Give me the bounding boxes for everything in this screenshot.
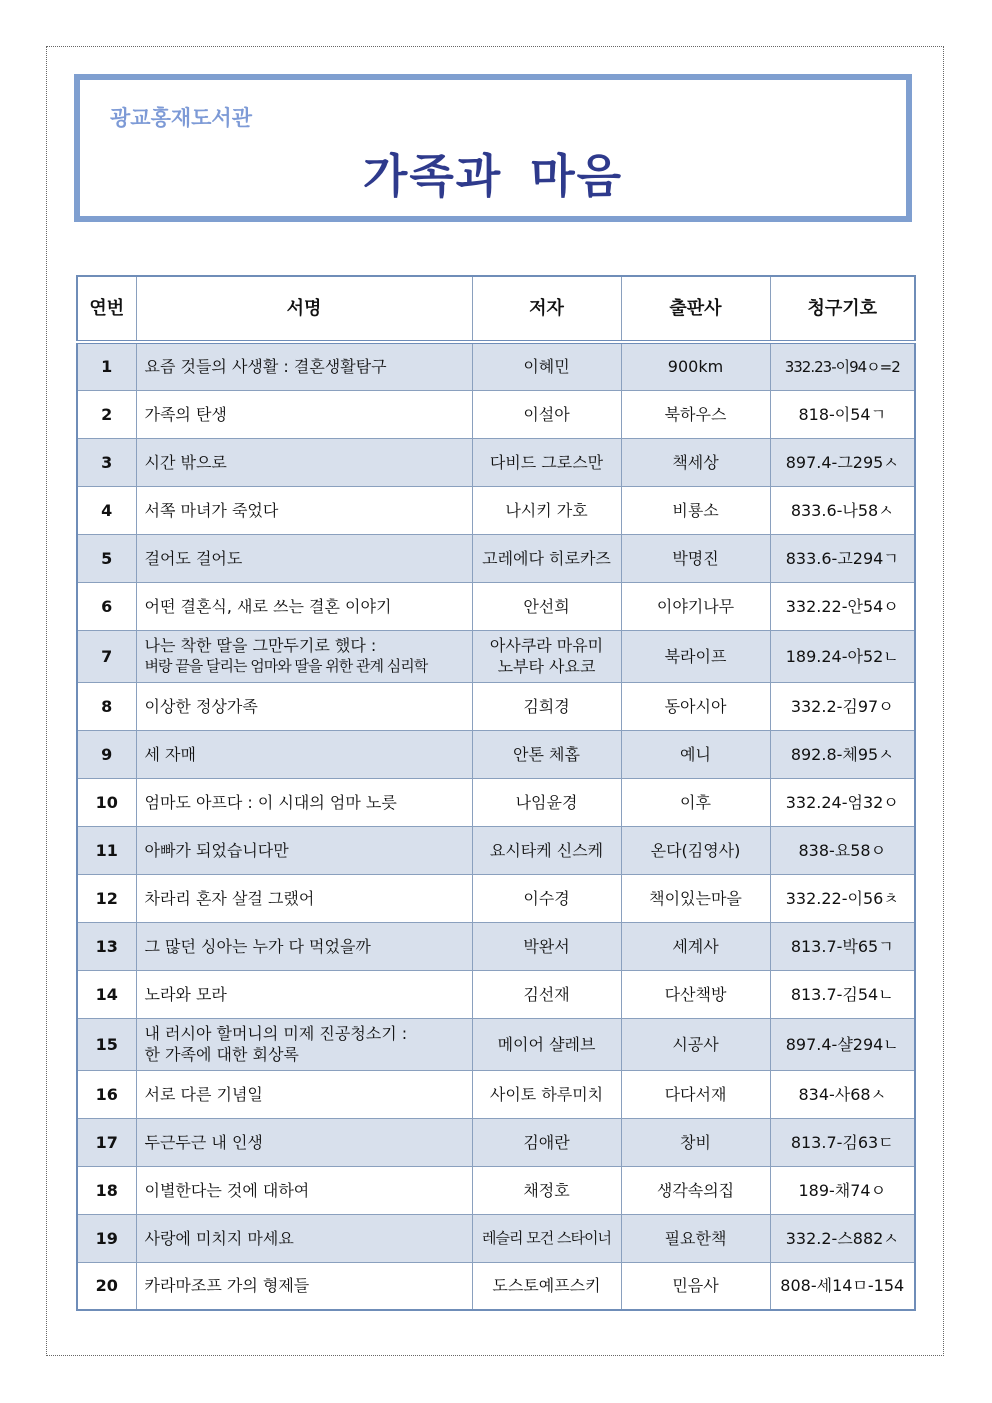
page-title: 가족과 마음: [362, 149, 624, 203]
cell-call-number: [770, 1118, 915, 1166]
cell-publisher-text: 이후: [680, 792, 711, 812]
cell-publisher-text: 이야기나무: [656, 596, 735, 616]
cell-call-number-text: 332.24-엄32ㅇ: [785, 792, 899, 812]
cell-title: [136, 1214, 472, 1262]
cell-call-number: [770, 534, 915, 582]
cell-call-number: [770, 874, 915, 922]
cell-title: [136, 970, 472, 1018]
cell-title: [136, 630, 472, 682]
cell-title: [136, 582, 472, 630]
cell-publisher-text: 박명진: [672, 548, 719, 568]
cell-title: [136, 682, 472, 730]
cell-no: [77, 1118, 136, 1166]
cell-call-number: [770, 778, 915, 826]
table-row: [77, 582, 915, 630]
cell-author-text: 박완서: [523, 936, 570, 956]
cell-call-number-text: 897.4-샬294ㄴ: [785, 1034, 899, 1054]
table-row: [77, 1262, 915, 1310]
table-row: [77, 1166, 915, 1214]
cell-call-number: [770, 1070, 915, 1118]
cell-title-text: 요즘 것들의 사생활 : 결혼생활탐구: [144, 357, 387, 377]
cell-author-text: 노부타 사요코: [497, 657, 596, 676]
cell-author: [472, 778, 621, 826]
cell-call-number-text: 332.23-이94ㅇ=2: [784, 357, 900, 376]
cell-publisher-text: 온다(김영사): [650, 840, 741, 860]
cell-author: [472, 1214, 621, 1262]
cell-no: [77, 486, 136, 534]
cell-title: [136, 390, 472, 438]
cell-call-number: [770, 970, 915, 1018]
cell-author: [472, 970, 621, 1018]
cell-publisher: [621, 826, 770, 874]
cell-publisher: [621, 1118, 770, 1166]
cell-publisher: [621, 778, 770, 826]
cell-author-text: 요시타케 신스케: [489, 840, 604, 860]
cell-no: [77, 778, 136, 826]
cell-title-text: 사랑에 미치지 마세요: [144, 1228, 294, 1248]
cell-publisher-text: 민음사: [672, 1276, 719, 1296]
cell-call-number-text: 813.7-박65ㄱ: [790, 936, 894, 956]
cell-no: [77, 534, 136, 582]
cell-author: [472, 826, 621, 874]
cell-author: [472, 390, 621, 438]
table-row: [77, 534, 915, 582]
cell-title-text: 엄마도 아프다 : 이 시대의 엄마 노릇: [144, 792, 397, 812]
cell-author-text: 김희경: [523, 696, 570, 716]
cell-author-text: 김애란: [523, 1132, 570, 1152]
cell-title-text: 나는 착한 딸을 그만두기로 했다 :: [144, 636, 377, 655]
cell-publisher-text: 창비: [680, 1132, 711, 1152]
cell-no: [77, 342, 136, 390]
cell-call-number: [770, 390, 915, 438]
cell-title: [136, 1070, 472, 1118]
cell-no-text: 15: [95, 1034, 118, 1054]
cell-title: [136, 922, 472, 970]
cell-no: [77, 1166, 136, 1214]
cell-publisher: [621, 534, 770, 582]
cell-publisher-text: 세계사: [672, 936, 719, 956]
cell-author-text: 이혜민: [523, 357, 570, 377]
cell-no: [77, 1214, 136, 1262]
cell-no: [77, 826, 136, 874]
cell-title-text: 걸어도 걸어도: [144, 548, 243, 568]
cell-author-text: 다비드 그로스만: [489, 452, 604, 472]
column-header-title: 서명: [136, 276, 472, 342]
cell-title: [136, 1166, 472, 1214]
cell-no-text: 4: [101, 500, 113, 520]
cell-title-text: 차라리 혼자 살걸 그랬어: [144, 888, 315, 908]
cell-call-number: [770, 730, 915, 778]
cell-no-text: 9: [101, 744, 113, 764]
cell-no-text: 6: [101, 596, 113, 616]
cell-call-number-text: 332.2-스882ㅅ: [785, 1228, 899, 1248]
table-row: [77, 486, 915, 534]
cell-publisher: [621, 1018, 770, 1070]
cell-title-text: 한 가족에 대한 회상록: [144, 1045, 299, 1064]
cell-call-number: [770, 438, 915, 486]
cell-call-number-text: 838-요58ㅇ: [798, 840, 887, 860]
cell-title-text: 이상한 정상가족: [144, 696, 258, 716]
cell-publisher: [621, 438, 770, 486]
cell-no: [77, 1262, 136, 1310]
cell-call-number-text: 808-세14ㅁ-154: [780, 1276, 905, 1296]
cell-author: [472, 682, 621, 730]
cell-no-text: 10: [95, 792, 118, 812]
cell-call-number: [770, 1166, 915, 1214]
cell-publisher: [621, 1070, 770, 1118]
cell-author-text: 레슬리 모건 스타이너: [482, 1229, 611, 1247]
table-row: [77, 342, 915, 390]
cell-call-number: [770, 682, 915, 730]
column-header-call-number: 청구기호: [770, 276, 915, 342]
cell-publisher-text: 책세상: [672, 452, 719, 472]
cell-no-text: 20: [95, 1276, 118, 1296]
cell-title-text: 서쪽 마녀가 죽었다: [144, 500, 279, 520]
cell-call-number-text: 834-사68ㅅ: [798, 1084, 887, 1104]
cell-author: [472, 486, 621, 534]
cell-author: [472, 1262, 621, 1310]
cell-title-text: 이별한다는 것에 대하여: [144, 1180, 310, 1200]
cell-call-number: [770, 582, 915, 630]
cell-call-number: [770, 922, 915, 970]
cell-author: [472, 1070, 621, 1118]
cell-title-text: 그 많던 싱아는 누가 다 먹었을까: [144, 936, 371, 956]
cell-title-text: 아빠가 되었습니다만: [144, 840, 289, 860]
cell-publisher-text: 예니: [680, 744, 711, 764]
cell-title-text: 시간 밖으로: [144, 452, 227, 472]
cell-no-text: 18: [95, 1180, 118, 1200]
cell-author-text: 안톤 체홉: [513, 744, 580, 764]
cell-author: [472, 1118, 621, 1166]
cell-no-text: 2: [101, 404, 113, 424]
cell-call-number-text: 813.7-김63ㄷ: [790, 1132, 894, 1152]
cell-title: [136, 730, 472, 778]
cell-title: [136, 534, 472, 582]
cell-author-text: 안선희: [523, 596, 570, 616]
cell-no: [77, 390, 136, 438]
cell-author: [472, 630, 621, 682]
library-name: 광교홍재도서관: [110, 106, 253, 130]
cell-author: [472, 1166, 621, 1214]
cell-no: [77, 682, 136, 730]
cell-title: [136, 1262, 472, 1310]
cell-title-text: 두근두근 내 인생: [144, 1132, 263, 1152]
cell-call-number-text: 833.6-고294ㄱ: [785, 548, 899, 568]
cell-call-number: [770, 1018, 915, 1070]
cell-call-number-text: 818-이54ㄱ: [798, 404, 887, 424]
cell-title: [136, 1018, 472, 1070]
cell-author-text: 아사쿠라 마유미: [489, 636, 604, 655]
cell-no-text: 13: [95, 936, 118, 956]
table-row: [77, 874, 915, 922]
cell-author: [472, 874, 621, 922]
cell-publisher-text: 900km: [667, 357, 724, 377]
table-row: [77, 1118, 915, 1166]
cell-call-number: [770, 630, 915, 682]
cell-call-number: [770, 826, 915, 874]
cell-no-text: 17: [95, 1132, 118, 1152]
cell-publisher: [621, 1262, 770, 1310]
cell-author: [472, 730, 621, 778]
cell-title-text: 카라마조프 가의 형제들: [144, 1276, 310, 1296]
table-header-row: [77, 276, 915, 342]
table-row: [77, 970, 915, 1018]
cell-no: [77, 874, 136, 922]
cell-title: [136, 1118, 472, 1166]
cell-no-text: 14: [95, 984, 118, 1004]
cell-title: [136, 826, 472, 874]
cell-no-text: 1: [101, 357, 113, 377]
cell-author-text: 채정호: [523, 1180, 570, 1200]
cell-no: [77, 438, 136, 486]
cell-publisher: [621, 922, 770, 970]
table-row: [77, 1070, 915, 1118]
cell-publisher: [621, 342, 770, 390]
cell-publisher-text: 생각속의집: [656, 1180, 735, 1200]
cell-publisher: [621, 874, 770, 922]
cell-call-number-text: 892.8-체95ㅅ: [790, 744, 894, 764]
cell-publisher: [621, 1214, 770, 1262]
cell-author-text: 메이어 샬레브: [497, 1034, 596, 1054]
table-row: [77, 1214, 915, 1262]
cell-call-number-text: 813.7-김54ㄴ: [790, 984, 894, 1004]
cell-call-number: [770, 342, 915, 390]
cell-call-number: [770, 1214, 915, 1262]
cell-no-text: 8: [101, 696, 113, 716]
cell-publisher-text: 북하우스: [664, 404, 727, 424]
cell-publisher: [621, 730, 770, 778]
table-row: [77, 730, 915, 778]
cell-title: [136, 342, 472, 390]
cell-author: [472, 438, 621, 486]
cell-no-text: 12: [95, 888, 118, 908]
cell-author: [472, 342, 621, 390]
cell-no: [77, 1018, 136, 1070]
cell-title: [136, 438, 472, 486]
cell-call-number: [770, 486, 915, 534]
cell-call-number: [770, 1262, 915, 1310]
cell-author-text: 사이토 하루미치: [489, 1084, 604, 1104]
book-list-table: [76, 275, 916, 1311]
cell-title: [136, 874, 472, 922]
cell-title-text: 가족의 탄생: [144, 404, 227, 424]
cell-no-text: 3: [101, 452, 113, 472]
cell-title-text: 어떤 결혼식, 새로 쓰는 결혼 이야기: [144, 596, 392, 616]
column-header-no: 연번: [77, 276, 136, 342]
cell-call-number-text: 332.2-김97ㅇ: [790, 696, 894, 716]
cell-author-text: 이수경: [523, 888, 570, 908]
cell-publisher: [621, 630, 770, 682]
cell-publisher-text: 북라이프: [664, 646, 727, 666]
cell-no: [77, 630, 136, 682]
cell-author-text: 도스토예프스키: [492, 1276, 601, 1296]
table-row: [77, 682, 915, 730]
cell-no-text: 19: [95, 1228, 118, 1248]
cell-call-number-text: 332.22-안54ㅇ: [785, 596, 899, 616]
cell-no-text: 11: [95, 840, 118, 860]
cell-title: [136, 778, 472, 826]
table-row: [77, 922, 915, 970]
cell-title-text: 노라와 모라: [144, 984, 227, 1004]
column-header-publisher: 출판사: [621, 276, 770, 342]
cell-call-number-text: 189-채74ㅇ: [798, 1180, 887, 1200]
cell-call-number-text: 332.22-이56ㅊ: [785, 888, 899, 908]
cell-publisher: [621, 1166, 770, 1214]
cell-author-text: 김선재: [523, 984, 570, 1004]
table-row: [77, 826, 915, 874]
title-box: [74, 74, 912, 222]
cell-author-text: 고레에다 히로카즈: [482, 548, 611, 568]
cell-publisher: [621, 970, 770, 1018]
table-row: [77, 390, 915, 438]
cell-publisher: [621, 682, 770, 730]
cell-no: [77, 730, 136, 778]
cell-author: [472, 1018, 621, 1070]
cell-author-text: 나시키 가호: [505, 500, 588, 520]
cell-publisher-text: 비룡소: [672, 500, 719, 520]
cell-no: [77, 582, 136, 630]
cell-author: [472, 534, 621, 582]
cell-author-text: 나임윤경: [515, 792, 578, 812]
cell-publisher-text: 책이있는마을: [649, 888, 742, 908]
cell-no: [77, 922, 136, 970]
cell-publisher-text: 동아시아: [664, 696, 727, 716]
cell-title-text: 서로 다른 기념일: [144, 1084, 263, 1104]
cell-author: [472, 922, 621, 970]
cell-publisher-text: 필요한책: [664, 1228, 727, 1248]
cell-publisher-text: 다산책방: [664, 984, 727, 1004]
table-row: [77, 778, 915, 826]
table-row: [77, 438, 915, 486]
cell-title-text: 벼랑 끝을 달리는 엄마와 딸을 위한 관계 심리학: [144, 657, 428, 675]
table-row: [77, 630, 915, 682]
column-header-author: 저자: [472, 276, 621, 342]
table-row: [77, 1018, 915, 1070]
cell-publisher: [621, 486, 770, 534]
cell-no: [77, 1070, 136, 1118]
cell-no-text: 16: [95, 1084, 118, 1104]
cell-title-text: 내 러시아 할머니의 미제 진공청소기 :: [144, 1024, 408, 1043]
cell-call-number-text: 833.6-나58ㅅ: [790, 500, 894, 520]
cell-no-text: 5: [101, 548, 113, 568]
cell-no-text: 7: [101, 646, 113, 666]
cell-author: [472, 582, 621, 630]
cell-publisher: [621, 582, 770, 630]
cell-title: [136, 486, 472, 534]
cell-publisher: [621, 390, 770, 438]
cell-call-number-text: 189.24-아52ㄴ: [785, 646, 899, 666]
cell-publisher-text: 다다서재: [664, 1084, 727, 1104]
table-body: [77, 342, 915, 1310]
cell-author-text: 이설아: [523, 404, 570, 424]
cell-title-text: 세 자매: [144, 744, 196, 764]
cell-call-number-text: 897.4-그295ㅅ: [785, 452, 899, 472]
cell-no: [77, 970, 136, 1018]
cell-publisher-text: 시공사: [672, 1034, 719, 1054]
